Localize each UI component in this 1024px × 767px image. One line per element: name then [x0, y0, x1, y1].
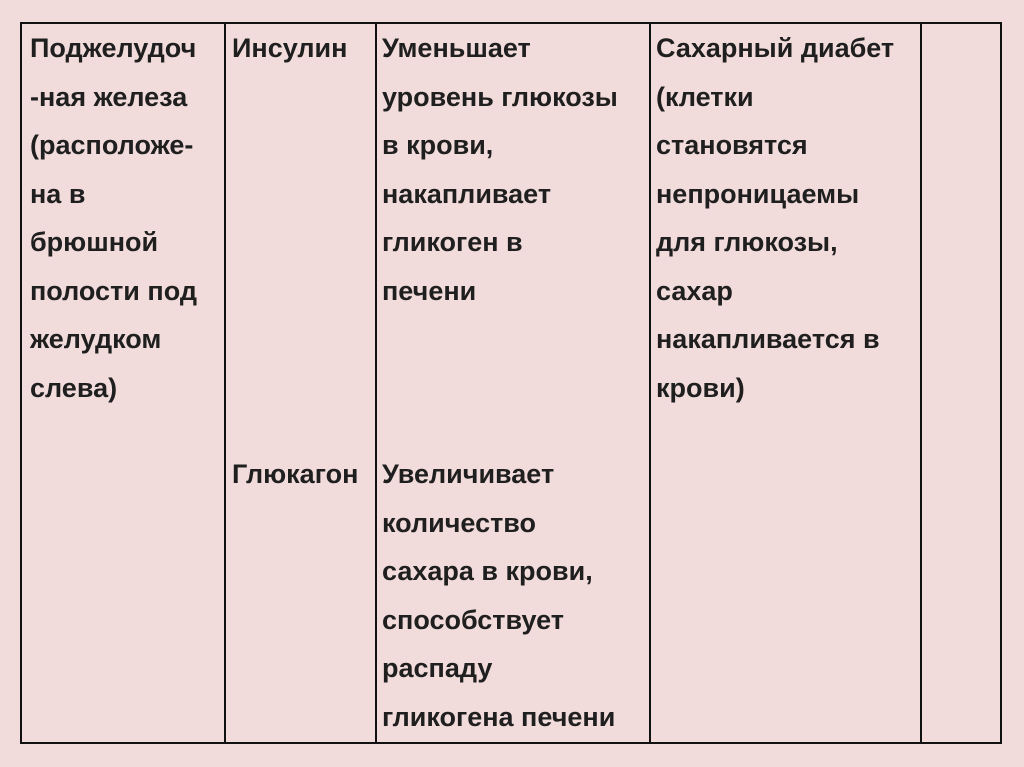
hormone-glucagon-cell: Глюкагон: [232, 459, 359, 489]
gland-cell: Поджелудоч -ная железа (расположе- на в брюшной полости под желудком слева): [30, 33, 197, 403]
hormone-insulin-cell: Инсулин: [232, 33, 348, 63]
column-divider-1: [224, 24, 226, 742]
column-divider-2: [375, 24, 377, 742]
column-divider-3: [649, 24, 651, 742]
insulin-function-cell: Уменьшает уровень глюкозы в крови, накапливает гликоген в печени: [382, 33, 618, 306]
glucagon-function-cell: Увеличивает количество сахара в крови, способствует распаду гликогена печени: [382, 459, 616, 732]
disease-cell: Сахарный диабет (клетки становятся непроницаемы для глюкозы, сахар накапливается в крови): [656, 33, 895, 403]
column-divider-4: [920, 24, 922, 742]
